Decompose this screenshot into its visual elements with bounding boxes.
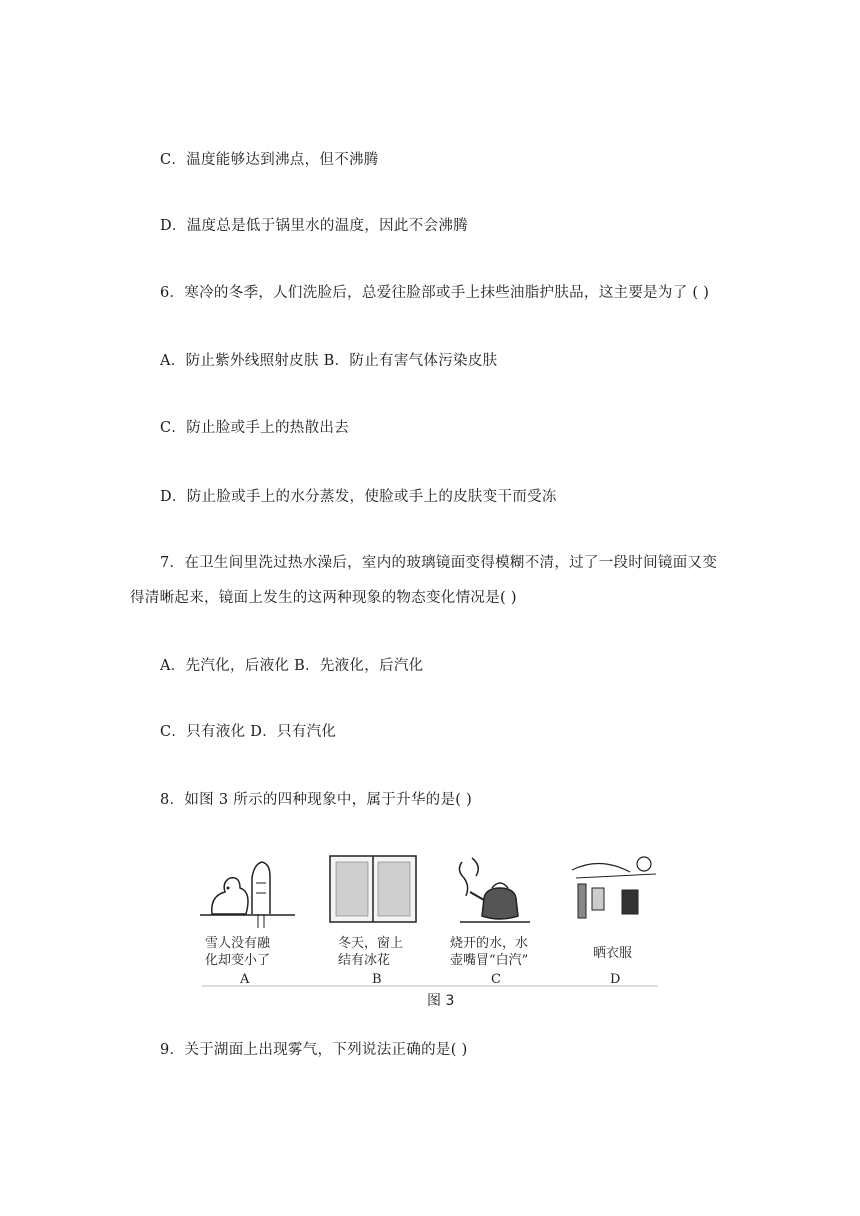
caption-a-line2: 化却变小了: [205, 953, 271, 968]
snowman-illustration: [200, 862, 295, 928]
caption-b-line2: 结有冰花: [338, 953, 391, 968]
caption-b-line1: 冬天，窗上: [338, 936, 404, 951]
question-7-line2: 得清晰起来，镜面上发生的这两种现象的物态变化情况是( ): [130, 590, 517, 606]
question-6-options-ab: A．防止紫外线照射皮肤 B．防止有害气体污染皮肤: [160, 353, 498, 369]
caption-c-label: C: [491, 972, 501, 987]
frosted-window-illustration: [330, 856, 416, 922]
question-7-line1: 7．在卫生间里洗过热水澡后，室内的玻璃镜面变得模糊不清，过了一段时间镜面又变: [160, 555, 718, 571]
caption-c-line1: 烧开的水，水: [450, 936, 529, 951]
question-6-option-c: C．防止脸或手上的热散出去: [160, 420, 349, 436]
caption-c-line2: 壶嘴冒“白汽”: [450, 953, 529, 968]
caption-d-label: D: [610, 972, 621, 987]
caption-a-label: A: [240, 972, 250, 987]
figure-caption: 图 3: [427, 993, 455, 1009]
question-7-options-ab: A．先汽化，后液化 B．先液化，后汽化: [160, 658, 424, 674]
question-6-option-d: D．防止脸或手上的水分蒸发，使脸或手上的皮肤变干而受冻: [160, 489, 557, 505]
question-9: 9．关于湖面上出现雾气，下列说法正确的是( ): [160, 1042, 468, 1058]
caption-b-label: B: [372, 972, 382, 987]
question-8: 8．如图 3 所示的四种现象中，属于升华的是( ): [160, 792, 473, 808]
question-6: 6．寒冷的冬季，人们洗脸后，总爱往脸部或手上抹些油脂护肤品，这主要是为了 ( ): [160, 285, 710, 301]
kettle-illustration: [459, 858, 530, 922]
drying-clothes-illustration: [572, 857, 656, 918]
question-7-options-cd: C．只有液化 D．只有汽化: [160, 724, 337, 740]
caption-a-line1: 雪人没有融: [205, 936, 271, 951]
option-c-line: C．温度能够达到沸点，但不沸腾: [160, 152, 379, 168]
caption-d-line1: 晒衣服: [593, 946, 633, 961]
option-d-line: D．温度总是低于锅里水的温度，因此不会沸腾: [160, 218, 468, 234]
